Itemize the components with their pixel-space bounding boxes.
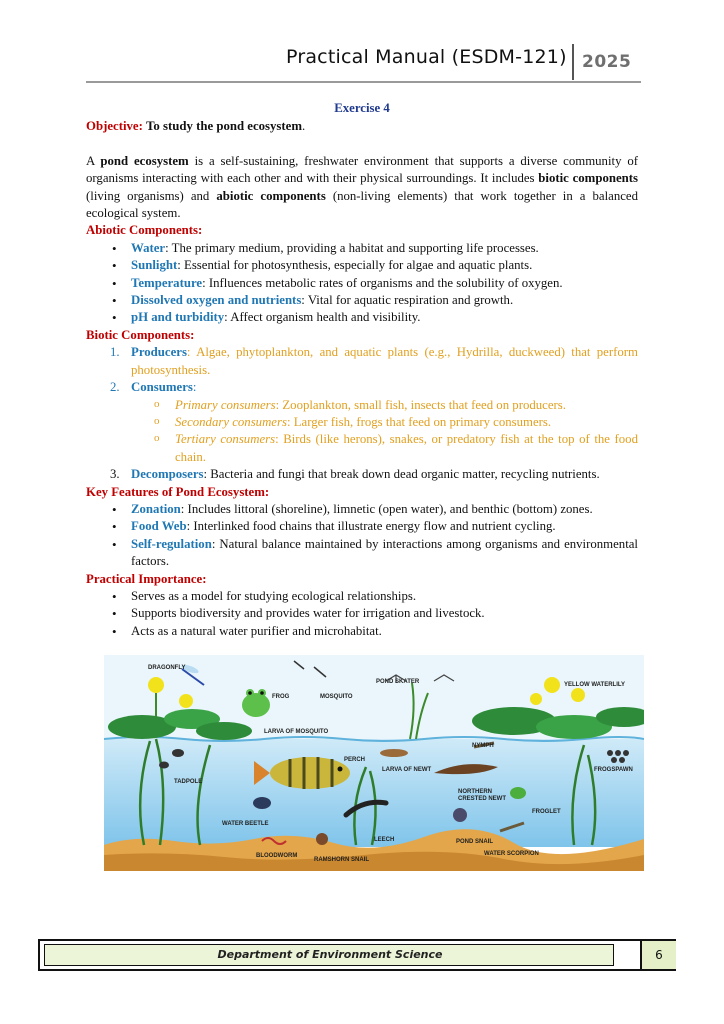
page-number: 6 (640, 941, 676, 969)
list-item: • Acts as a natural water purifier and microhabitat. (86, 623, 638, 640)
definition: : Includes littoral (shoreline), limnetic (open water), and benthic (bottom) zones. (180, 501, 593, 516)
list-item (86, 397, 638, 414)
froglet-figure (510, 787, 526, 799)
list-item: • Serves as a model for studying ecological relationships. (86, 588, 638, 605)
label-mosquito: MOSQUITO (320, 694, 353, 700)
item-number: 1. (110, 345, 120, 360)
definition: : Bacteria and fungi that break down dead organic matter, recycling nutrients. (203, 467, 600, 482)
label-yellow-waterlily: YELLOW WATERLILY (564, 682, 625, 688)
list-item (86, 344, 638, 379)
intro-bold: pond ecosystem (100, 153, 189, 168)
list-item (86, 431, 638, 466)
objective (86, 118, 638, 135)
definition: : Vital for aquatic respiration and growth. (301, 293, 514, 308)
list-item (86, 309, 638, 326)
list-item (86, 536, 638, 571)
label-dragonfly: DRAGONFLY (148, 665, 186, 671)
label-leech: LEECH (374, 837, 395, 843)
intro-text: A (86, 153, 101, 168)
term: Water (131, 240, 166, 255)
definition: : Influences metabolic rates of organisms and the solubility of oxygen. (202, 275, 563, 290)
list-item (86, 466, 638, 483)
definition: : The primary medium, providing a habitat and supporting life processes. (165, 240, 539, 255)
header-divider (572, 44, 574, 80)
definition: : Affect organism health and visibility. (224, 310, 421, 325)
biotic-list (86, 344, 638, 396)
definition: : Essential for photosynthesis, especially for algae and aquatic plants. (177, 258, 533, 273)
term: Secondary consumers (175, 414, 287, 429)
definition: : Interlinked food chains that illustrate energy flow and nutrient cycling. (186, 519, 556, 534)
perch-figure (270, 757, 350, 789)
term: Zonation (131, 501, 181, 516)
practical-heading: Practical Importance: (86, 571, 207, 586)
newt-larva-figure (380, 749, 408, 757)
waterlily-flower (148, 677, 164, 693)
footer-box (44, 944, 614, 966)
list-item (86, 379, 638, 396)
list-item (86, 501, 638, 518)
label-larva-newt: LARVA OF NEWT (382, 767, 432, 773)
definition: : Natural balance maintained by interactions among organisms and environmental factors. (131, 536, 638, 569)
pond-ecosystem-image (104, 655, 644, 871)
term: Consumers (131, 380, 193, 395)
consumers-list (86, 397, 638, 467)
term: Primary consumers (175, 397, 276, 412)
list-item (86, 275, 638, 292)
department-name: Department of Environment Science (217, 948, 443, 961)
water-beetle-figure (253, 797, 271, 809)
abiotic-list (86, 240, 638, 327)
label-pond-snail: POND SNAIL (456, 839, 494, 845)
tadpole-figure (172, 749, 184, 757)
label-perch: PERCH (344, 757, 366, 763)
objective-text: To study the pond ecosystem (146, 119, 303, 134)
label-frogspawn: FROGSPAWN (594, 767, 633, 773)
intro-text: (non-living elements) that work together in a balanced ecological system. (86, 188, 638, 221)
intro-paragraph (86, 153, 638, 223)
list-item (86, 414, 638, 431)
frog-figure (242, 693, 270, 717)
term: pH and turbidity (131, 310, 225, 325)
exercise-number: Exercise 4 (334, 101, 390, 115)
term: Producers (131, 345, 187, 360)
intro-text: (living organisms) and (86, 188, 217, 203)
intro-bold: biotic components (538, 171, 638, 186)
label-pond-skater: POND SKATER (376, 679, 420, 685)
term: Sunlight (131, 258, 178, 273)
label-tadpole: TADPOLE (174, 779, 203, 785)
term: Food Web (131, 519, 187, 534)
abiotic-heading: Abiotic Components: (86, 223, 203, 238)
term: Decomposers (131, 467, 204, 482)
list-item (86, 240, 638, 257)
list-item: • Supports biodiversity and provides water for irrigation and livestock. (86, 605, 638, 622)
objective-label: Objective: (86, 119, 143, 134)
label-water-beetle: WATER BEETLE (222, 821, 269, 827)
main-content (86, 100, 638, 640)
features-list (86, 501, 638, 571)
ramshorn-snail-figure (316, 833, 328, 845)
intro-bold: abiotic components (216, 188, 326, 203)
label-water-scorpion: WATER SCORPION (484, 851, 539, 857)
item-number: 3. (110, 467, 120, 482)
pond-snail-figure (453, 808, 467, 822)
label-nymph: NYMPH (472, 743, 494, 749)
term: Self-regulation (131, 536, 212, 551)
definition: : (192, 380, 197, 395)
objective-end: . (302, 119, 306, 134)
practical-list (86, 588, 638, 640)
definition: : Zooplankton, small fish, insects that feed on producers. (275, 397, 566, 412)
biotic-heading: Biotic Components: (86, 327, 195, 342)
label-northern-crested-newt: NORTHERN CRESTED NEWT (458, 789, 506, 802)
label-larva-mosquito: LARVA OF MOSQUITO (264, 729, 329, 735)
definition: : Larger fish, frogs that feed on primary consumers. (286, 414, 552, 429)
manual-title: Practical Manual (ESDM-121) (286, 46, 567, 68)
label-bloodworm: BLOODWORM (256, 853, 298, 859)
label-frog: FROG (272, 694, 290, 700)
term: Dissolved oxygen and nutrients (131, 293, 302, 308)
list-item (86, 518, 638, 535)
header-rule (86, 81, 641, 83)
definition: : Algae, phytoplankton, and aquatic plants (e.g., Hydrilla, duckweed) that perform photosynthesis. (131, 345, 638, 377)
intro-text: is a self-sustaining, freshwater environment that supports a diverse community of organisms interacting with each other and with their physical surroundings. It includes (86, 153, 638, 186)
biotic-list-cont (86, 466, 638, 483)
definition: : Birds (like herons), snakes, or predatory fish at the top of the food chain. (175, 432, 638, 464)
item-number: 2. (110, 380, 120, 395)
list-item (86, 257, 638, 274)
manual-year: 2025 (582, 52, 632, 72)
features-heading: Key Features of Pond Ecosystem: (86, 484, 270, 499)
label-ramshorn-snail: RAMSHORN SNAIL (314, 857, 369, 863)
page-footer (38, 939, 676, 971)
pond-ecosystem-illustration (104, 655, 644, 871)
term: Temperature (131, 275, 203, 290)
label-froglet: FROGLET (532, 809, 561, 815)
list-item (86, 292, 638, 309)
term: Tertiary consumers (175, 432, 276, 447)
